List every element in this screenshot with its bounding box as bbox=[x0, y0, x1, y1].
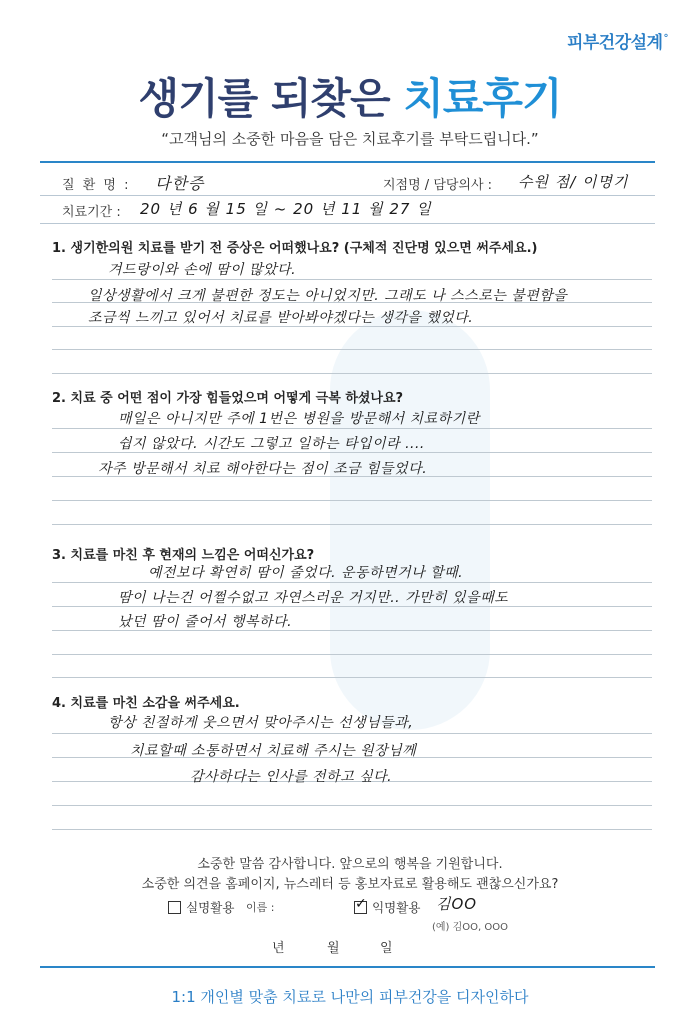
question-4: 4. 치료를 마친 소감을 써주세요. bbox=[52, 696, 240, 711]
answer-line bbox=[52, 654, 652, 655]
answer-4-line-1: 항상 친절하게 웃으면서 맞아주시는 선생님들과, bbox=[108, 715, 414, 731]
disease-label: 질 환 명 : bbox=[62, 178, 131, 193]
anonymous-name: 김OO bbox=[436, 895, 478, 913]
answer-2-line-2: 쉽지 않았다. 시간도 그렇고 일하는 타입이라 .... bbox=[118, 436, 425, 452]
period-value: 20 년 6 월 15 일 ~ 20 년 11 월 27 일 bbox=[140, 200, 432, 218]
answer-line bbox=[52, 279, 652, 280]
name-label: 이름 : bbox=[246, 901, 275, 914]
answer-line bbox=[52, 677, 652, 678]
info-row-disease bbox=[40, 170, 655, 198]
anonymous-label: 익명활용 bbox=[372, 900, 421, 915]
date-day: 일 bbox=[380, 941, 393, 956]
option-real-name[interactable] bbox=[168, 897, 234, 916]
question-1: 1. 생기한의원 치료를 받기 전 증상은 어떠했나요? (구체적 진단명 있으면 써주세요.) bbox=[52, 241, 538, 256]
answer-2-line-3: 자주 방문해서 치료 해야한다는 점이 조금 힘들었다. bbox=[98, 461, 428, 477]
answer-line bbox=[52, 428, 652, 429]
branch-value: 수원 점/ 이명기 bbox=[518, 173, 629, 191]
date-year: 년 bbox=[272, 941, 285, 956]
real-name-label: 실명활용 bbox=[186, 900, 235, 915]
footer-tagline: 1:1 개인별 맞춤 치료로 나만의 피부건강을 디자인하다 bbox=[171, 988, 529, 1006]
answer-1-line-3: 조금씩 느끼고 있어서 치료를 받아봐야겠다는 생각을 했었다. bbox=[88, 310, 474, 326]
name-example: (예) 김OO, OOO bbox=[432, 922, 509, 933]
answer-line bbox=[52, 373, 652, 374]
answer-3-line-1: 예전보다 확연히 땀이 줄었다. 운동하면거나 할때. bbox=[148, 565, 464, 581]
answer-3-line-3: 났던 땀이 줄어서 행복하다. bbox=[118, 614, 293, 630]
option-anonymous[interactable] bbox=[354, 897, 420, 916]
branch-label: 지점명 / 담당의사 : bbox=[383, 178, 493, 193]
real-name-checkbox[interactable] bbox=[168, 901, 181, 914]
anonymous-checkbox[interactable] bbox=[354, 896, 367, 914]
answer-3-line-2: 땀이 나는건 어쩔수없고 자연스러운 거지만.. 가만히 있을때도 bbox=[118, 590, 509, 606]
disease-value: 다한증 bbox=[155, 174, 205, 193]
question-3: 3. 치료를 마친 후 현재의 느낌은 어떠신가요? bbox=[52, 548, 315, 563]
checkmark-icon: ✓ bbox=[355, 896, 367, 912]
answer-1-line-1: 겨드랑이와 손에 땀이 많았다. bbox=[108, 262, 297, 278]
answer-line bbox=[52, 582, 652, 583]
answer-2-line-1: 매일은 아니지만 주에 1번은 병원을 방문해서 치료하기란 bbox=[118, 411, 480, 427]
question-2: 2. 치료 중 어떤 점이 가장 힘들었으며 어떻게 극복 하셨나요? bbox=[52, 391, 404, 406]
closing-line-2: 소중한 의견을 홈페이지, 뉴스레터 등 홍보자료로 활용해도 괜찮으신가요? bbox=[141, 877, 559, 892]
title-part2: 치료후기 bbox=[403, 74, 562, 123]
brand-mark: ° bbox=[663, 33, 668, 45]
answer-1-line-2: 일상생활에서 크게 불편한 정도는 아니었지만. 그래도 나 스스로는 불편함을 bbox=[88, 288, 568, 304]
info-divider-2 bbox=[40, 223, 655, 224]
brand-name: 피부건강설계 bbox=[566, 33, 663, 53]
answer-line bbox=[52, 805, 652, 806]
date-month: 월 bbox=[327, 941, 340, 956]
title-part1: 생기를 되찾은 bbox=[138, 74, 390, 123]
answer-line bbox=[52, 500, 652, 501]
brand-logo bbox=[567, 28, 668, 53]
bottom-divider bbox=[40, 966, 655, 968]
answer-line bbox=[52, 524, 652, 525]
page-subtitle: “고객님의 소중한 마음을 담은 치료후기를 부탁드립니다.” bbox=[161, 130, 539, 148]
answer-4-line-2: 치료할때 소통하면서 치료해 주시는 원장님께 bbox=[130, 743, 417, 759]
page-title bbox=[0, 66, 700, 126]
info-row-period bbox=[40, 196, 655, 224]
answer-line bbox=[52, 349, 652, 350]
answer-line bbox=[52, 829, 652, 830]
closing-line-1: 소중한 말씀 감사합니다. 앞으로의 행복을 기원합니다. bbox=[197, 857, 503, 872]
period-label: 치료기간 : bbox=[62, 205, 121, 220]
top-divider bbox=[40, 161, 655, 163]
answer-4-line-3: 감사하다는 인사를 전하고 싶다. bbox=[190, 769, 393, 785]
answer-line bbox=[52, 733, 652, 734]
